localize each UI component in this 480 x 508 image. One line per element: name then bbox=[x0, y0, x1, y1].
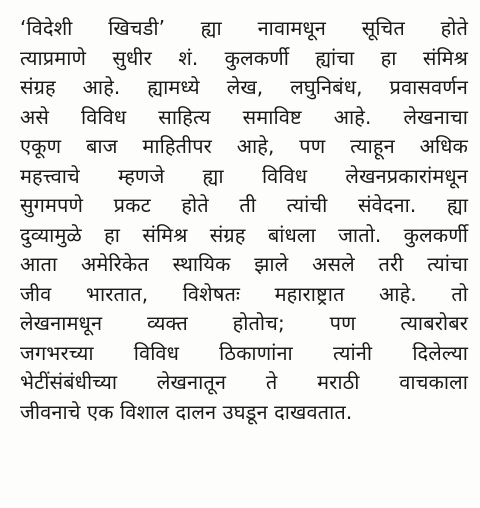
text-line-13: भेटींसंबंधीच्या लेखनातून ते मराठी वाचकाला bbox=[20, 370, 468, 394]
paragraph-text bbox=[20, 14, 470, 427]
text-line-10: जीव भारतात, विशेषतः महाराष्ट्रात आहे. तो bbox=[20, 281, 468, 306]
text-line-12: जगभरच्या विविध ठिकाणांना त्यांनी दिलेल्या bbox=[20, 340, 468, 365]
text-line-1: ‘विदेशी खिचडी’ ह्या नावामधून सूचित होते bbox=[20, 16, 468, 40]
text-line-8: दुव्यामुळे हा संमिश्र संग्रह बांधला जातो. कुलकर्णी bbox=[20, 222, 468, 247]
text-line-9: आता अमेरिकेत स्थायिक झाले असले तरी त्यांचा bbox=[20, 252, 468, 276]
text-line-7: सुगमपणे प्रकट होते ती त्यांची संवेदना. ह्या bbox=[20, 193, 468, 217]
text-line-4: असे विविध साहित्य समाविष्ट आहे. लेखनाचा bbox=[20, 104, 468, 129]
text-line-6: महत्त्वाचे म्हणजे ह्या विविध लेखनप्रकारांमधून bbox=[20, 163, 468, 188]
text-line-14: जीवनाचे एक विशाल दालन उघडून दाखवतात. bbox=[20, 399, 353, 424]
text-line-3: संग्रह आहे. ह्यामध्ये लेख, लघुनिबंध, प्रवासवर्णन bbox=[20, 75, 468, 99]
text-line-11: लेखनामधून व्यक्त होतोच; पण त्याबरोबर bbox=[20, 311, 468, 335]
text-line-5: एकूण बाज माहितीपर आहे, पण त्याहून अधिक bbox=[20, 134, 468, 158]
text-line-2: त्याप्रमाणे सुधीर शं. कुलकर्णी ह्यांचा हा संमिश्र bbox=[20, 45, 468, 70]
